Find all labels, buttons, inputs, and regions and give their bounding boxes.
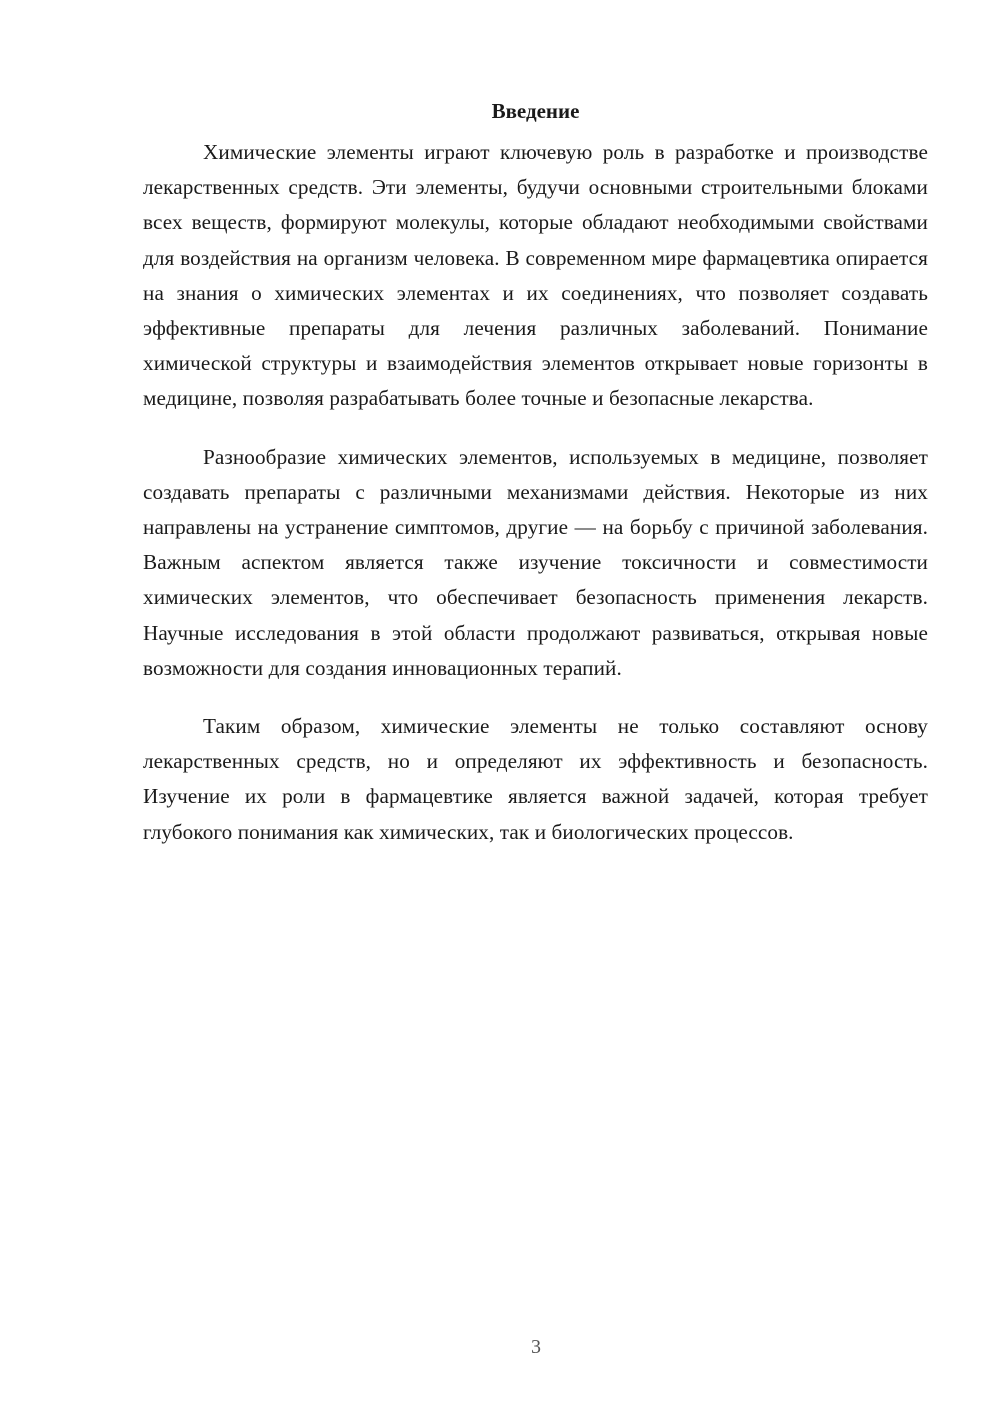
- page-content: [143, 96, 928, 873]
- page-number: 3: [531, 1336, 541, 1358]
- section-title: Введение: [491, 99, 580, 123]
- paragraph-1: Химические элементы играют ключевую роль в разработке и производстве лекарственных средств. Эти элементы, будучи основными строительными блоками всех веществ, формируют молекулы, которые обладают необходимыми свойствами для воздействия на организм человека. В современном мире фармацевтика опирается на знания о химических элементах и их соединениях, что позволяет создавать эффективные препараты для лечения различных заболеваний. Понимание химической структуры и взаимодействия элементов открывает новые горизонты в медицине, позволяя разрабатывать более точные и безопасные лекарства.: [143, 140, 928, 411]
- paragraph-3: Таким образом, химические элементы не только составляют основу лекарственных средств, но и определяют их эффективность и безопасность. Изучение их роли в фармацевтике является важной задачей, которая требует глубокого понимания как химических, так и биологических процессов.: [143, 714, 928, 844]
- paragraph-2: Разнообразие химических элементов, используемых в медицине, позволяет создавать препараты с различными механизмами действия. Некоторые из них направлены на устранение симптомов, другие — на борьбу с причиной заболевания. Важным аспектом является также изучение токсичности и совместимости химических элементов, что обеспечивает безопасность применения лекарств. Научные исследования в этой области продолжают развиваться, открывая новые возможности для создания инновационных терапий.: [143, 444, 928, 680]
